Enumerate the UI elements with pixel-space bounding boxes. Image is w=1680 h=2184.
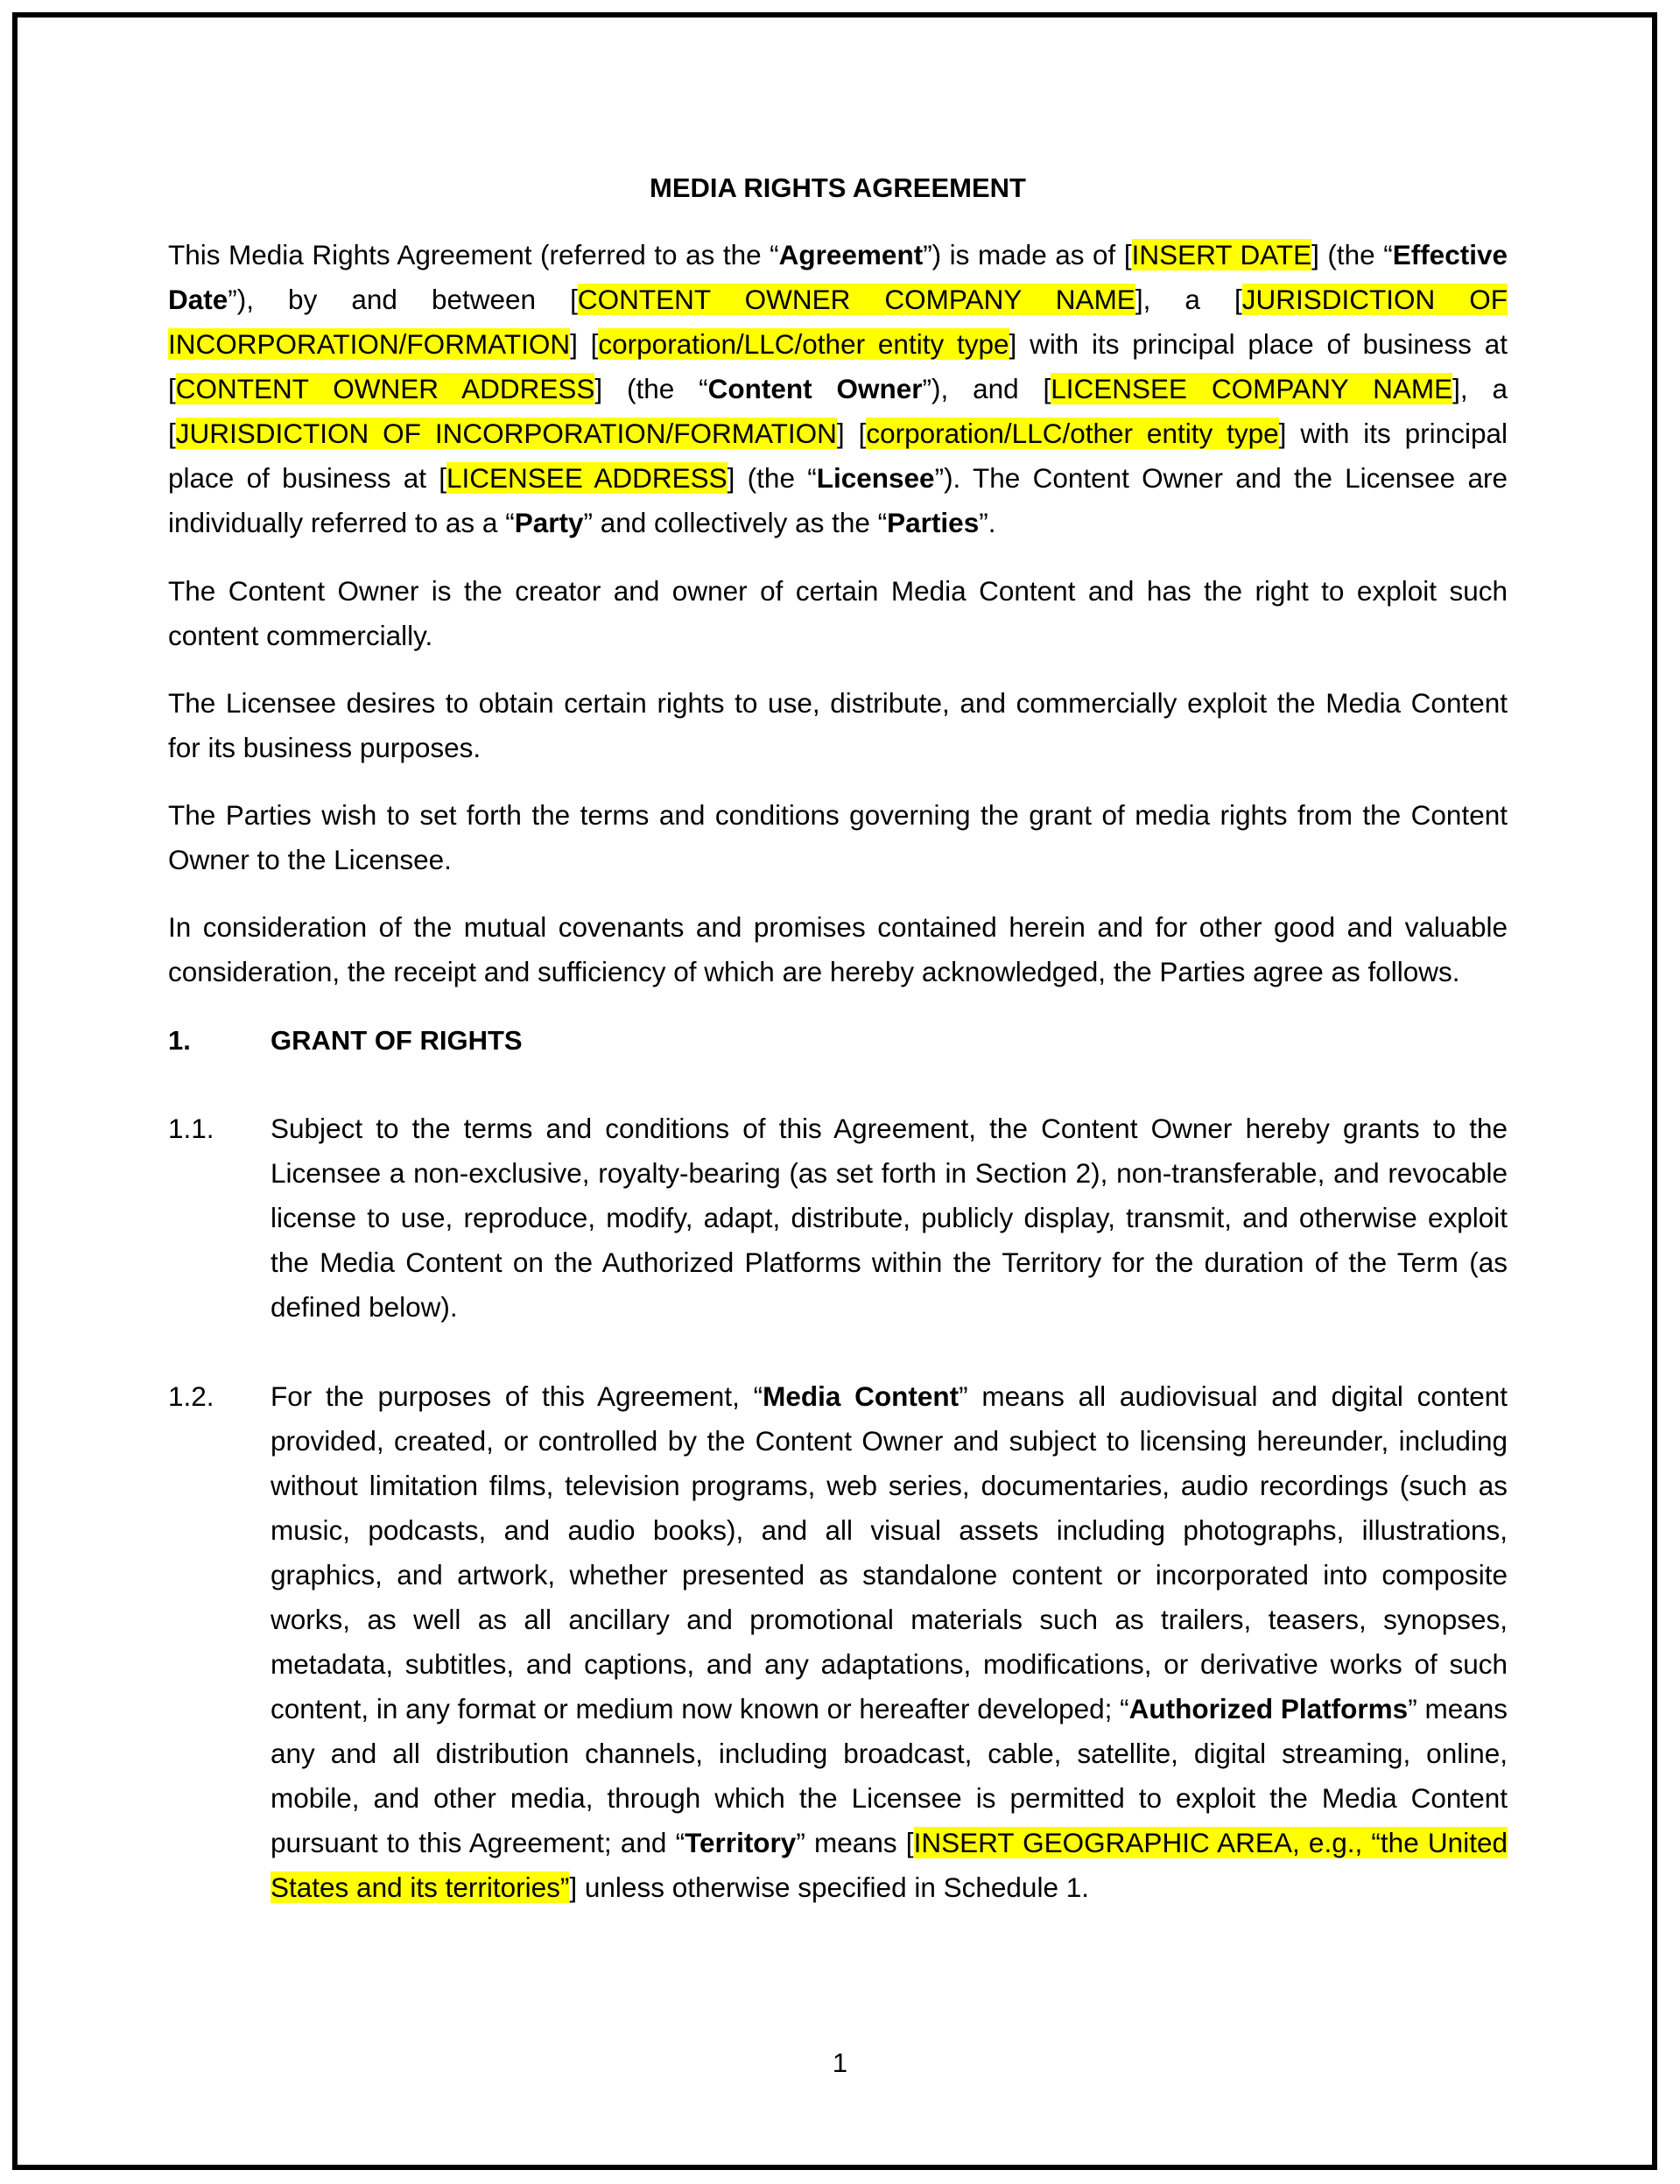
placeholder-field: JURISDICTION OF INCORPORATION/FORMATION	[168, 284, 1508, 360]
text-run: ] [	[570, 328, 599, 360]
defined-term: Licensee	[816, 462, 935, 494]
clause-number: 1.2.	[168, 1380, 214, 1412]
text-run: ”) is made as of [	[923, 239, 1132, 270]
defined-term: Parties	[887, 507, 980, 538]
text-run: ], a [	[1135, 284, 1242, 315]
clause-1-1	[168, 1106, 1508, 1330]
placeholder-field: INSERT DATE	[1131, 239, 1312, 270]
clause-text: Subject to the terms and conditions of this Agreement, the Content Owner hereby grants to the Licensee a non-exclusive, royalty-bearing (as set forth in Section 2), non-transferable, and revocable license to use, reproduce, modify, adapt, distribute, publicly display, transmit, and otherwise exploit the Media Content on the Authorized Platforms within the Territory for the duration of the Term (as defined below).	[271, 1113, 1508, 1323]
text-run: ” and collectively as the “	[583, 507, 888, 538]
defined-term: Media Content	[763, 1380, 959, 1412]
clause-text	[271, 1374, 1508, 1910]
page-number: 1	[832, 2047, 848, 2078]
text-run: ] [	[836, 418, 867, 449]
text-run: ” means [	[796, 1827, 914, 1858]
defined-term: Content Owner	[707, 373, 923, 404]
text-run: ] with its principal place of business at [	[168, 418, 1508, 494]
defined-term: Party	[514, 507, 584, 538]
recital-paragraph: The Licensee desires to obtain certain rights to use, distribute, and commercially exploit the Media Content for its business purposes.	[168, 687, 1508, 763]
text-run: ] (the “	[594, 373, 708, 404]
placeholder-field: INSERT GEOGRAPHIC AREA, e.g., “the United States and its territories”	[271, 1827, 1508, 1903]
defined-term: Authorized Platforms	[1128, 1693, 1409, 1724]
text-run: This Media Rights Agreement (referred to as the “	[168, 239, 779, 270]
recital-paragraph: The Content Owner is the creator and owner of certain Media Content and has the right to exploit such content commercially.	[168, 575, 1508, 651]
text-run: ”). The Content Owner and the Licensee are individually referred to as a “	[168, 462, 1508, 538]
section-number: 1.	[168, 1025, 191, 1056]
placeholder-field: CONTENT OWNER COMPANY NAME	[577, 284, 1135, 315]
clause-1-2	[168, 1374, 1508, 1910]
preamble-paragraph	[168, 233, 1508, 545]
section-title: GRANT OF RIGHTS	[271, 1025, 523, 1056]
text-run: ”.	[979, 507, 996, 538]
text-run: ], a [	[168, 373, 1508, 449]
recital-paragraph: The Parties wish to set forth the terms and conditions governing the grant of media rights from the Content Owner to the Licensee.	[168, 799, 1508, 875]
document-title: MEDIA RIGHTS AGREEMENT	[650, 172, 1026, 203]
placeholder-field: JURISDICTION OF INCORPORATION/FORMATION	[175, 418, 837, 449]
text-run: ] with its principal place of business at [	[168, 328, 1508, 404]
placeholder-field: LICENSEE ADDRESS	[446, 462, 728, 494]
text-run: ”), by and between [	[228, 284, 578, 315]
defined-term: Agreement	[778, 239, 924, 270]
text-run: ” means any and all distribution channels, including broadcast, cable, satellite, digital streaming, online, mobile, and other media, through which the Licensee is permitted to exploit the Media Content pursuant to this Agreement; and “	[271, 1693, 1508, 1858]
text-run: ”), and [	[922, 373, 1051, 404]
placeholder-field: corporation/LLC/other entity type	[866, 418, 1279, 449]
defined-term: Territory	[685, 1827, 797, 1858]
clause-number: 1.1.	[168, 1113, 214, 1144]
section-heading	[168, 1022, 1508, 1058]
text-run: ] (the “	[1311, 239, 1393, 270]
placeholder-field: corporation/LLC/other entity type	[598, 328, 1009, 360]
text-run: For the purposes of this Agreement, “	[271, 1380, 763, 1412]
consideration-paragraph: In consideration of the mutual covenants and promises contained herein and for other good and valuable consideration, the receipt and sufficiency of which are hereby acknowledged, the Parties agree as follows.	[168, 911, 1508, 987]
placeholder-field: CONTENT OWNER ADDRESS	[175, 373, 595, 404]
text-run: ] unless otherwise specified in Schedule 1.	[569, 1871, 1089, 1903]
placeholder-field: LICENSEE COMPANY NAME	[1051, 373, 1453, 404]
text-run: ] (the “	[727, 462, 817, 494]
defined-term: Effective Date	[168, 239, 1508, 315]
text-run: ” means all audiovisual and digital content provided, created, or controlled by the Content Owner and subject to licensing hereunder, including without limitation films, television programs, web series, documentaries, audio recordings (such as music, podcasts, and audio books), and all visual assets including photographs, illustrations, graphics, and artwork, whether presented as standalone content or incorporated into composite works, as well as all ancillary and promotional materials such as trailers, teasers, synopses, metadata, subtitles, and captions, and any adaptations, modifications, or derivative works of such content, in any format or medium now known or hereafter developed; “	[271, 1380, 1508, 1724]
